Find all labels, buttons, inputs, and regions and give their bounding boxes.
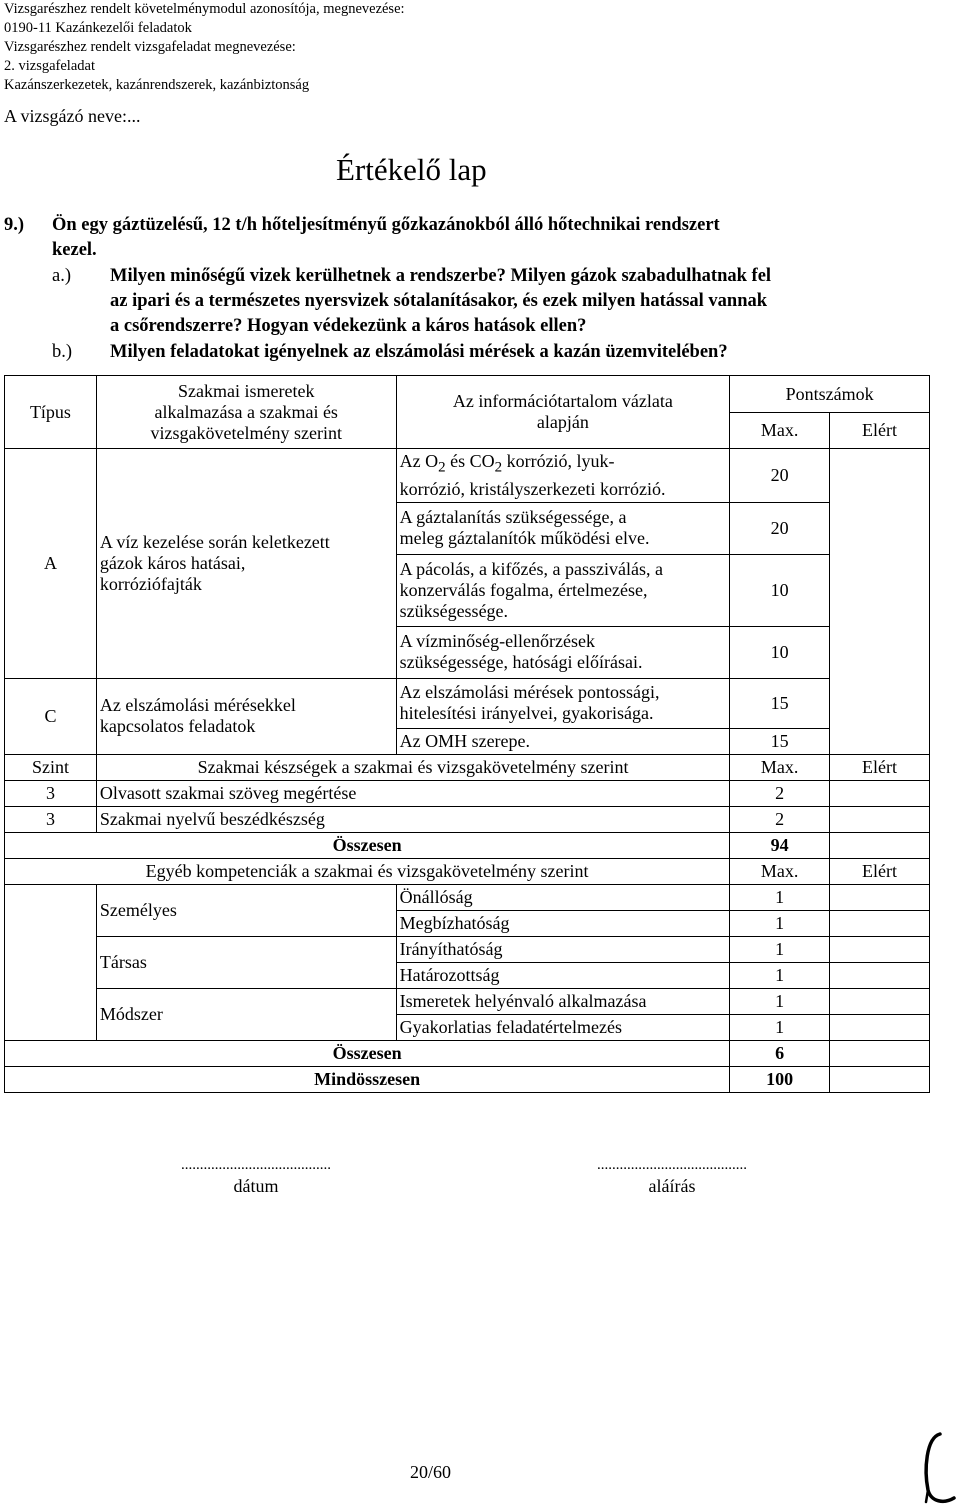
max-cell: 1 [730, 988, 830, 1014]
header-elert: Elért [830, 413, 930, 449]
achieved-cell [830, 1040, 930, 1066]
header-skills-line: Szakmai ismeretek [178, 380, 315, 401]
subscript: 2 [494, 459, 503, 476]
handwritten-mark-icon [918, 1430, 958, 1506]
header-line: 0190-11 Kazánkezelői feladatok [4, 20, 192, 36]
header-skills [96, 376, 396, 449]
topic-line: korróziófajták [99, 573, 202, 594]
max-cell: 20 [730, 449, 830, 503]
subtotal-label: Összesen [5, 832, 730, 858]
evaluation-table [4, 375, 930, 1093]
header-line: 2. vizsgafeladat [4, 58, 95, 74]
achieved-cell [830, 910, 930, 936]
header-points: Pontszámok [730, 376, 930, 413]
competency-cell: Ismeretek helyénvaló alkalmazása [396, 988, 730, 1014]
max-cell: 15 [730, 728, 830, 754]
competency-cell: Megbízhatóság [396, 910, 730, 936]
topic-cell [96, 678, 396, 754]
info-text: A gáztalanítás szükségessége, a [399, 507, 627, 528]
info-cell: Az OMH szerepe. [396, 728, 730, 754]
achieved-cell [830, 780, 930, 806]
achieved-cell [830, 962, 930, 988]
level-cell: 3 [5, 780, 97, 806]
competency-cell: Gyakorlatias feladatértelmezés [396, 1014, 730, 1040]
achieved-cell [830, 832, 930, 858]
info-cell [396, 449, 730, 503]
competency-cell: Határozottság [396, 962, 730, 988]
skills-header-row [5, 754, 930, 780]
info-cell [396, 626, 730, 678]
total-label: Mindösszesen [5, 1066, 730, 1092]
elert-header: Elért [830, 754, 930, 780]
total-value: 100 [730, 1066, 830, 1092]
candidate-name-label: A vizsgázó neve:... [4, 106, 141, 126]
subquestion-a-text: Milyen minőségű vizek kerülhetnek a rendszerbe? Milyen gázok szabadulhatnak fel [110, 266, 772, 286]
header-info-line: Az információtartalom vázlata [452, 391, 673, 411]
info-text: és CO [445, 451, 495, 471]
level-header: Szint [5, 754, 97, 780]
max-header: Max. [730, 858, 830, 884]
info-cell [396, 502, 730, 554]
max-cell: 10 [730, 626, 830, 678]
max-cell: 1 [730, 910, 830, 936]
level-cell: 3 [5, 806, 97, 832]
max-cell: 1 [730, 1014, 830, 1040]
max-cell: 2 [730, 806, 830, 832]
topic-line: kapcsolatos feladatok [99, 716, 256, 737]
subquestion-a-marker: a.) [52, 266, 71, 286]
info-text: konzerválás fogalma, értelmezése, [399, 579, 648, 600]
subquestion-a-text: az ipari és a természetes nyersvizek sótalanításakor, és ezek milyen hatással vannak [110, 291, 768, 311]
header-info [396, 376, 730, 449]
achieved-cell [830, 1066, 930, 1092]
header-info-line: alapján [536, 412, 589, 432]
topic-line: Az elszámolási mérésekkel [99, 695, 296, 716]
date-label: dátum [233, 1176, 279, 1196]
info-text: szükségessége, hatósági előírásai. [399, 652, 643, 673]
header-line: Vizsgarészhez rendelt vizsgafeladat megnevezése: [4, 39, 296, 55]
info-text: szükségessége. [399, 600, 509, 621]
date-signature-block [118, 1157, 394, 1197]
document-header [4, 0, 405, 95]
achieved-cell [830, 936, 930, 962]
header-max: Max. [730, 413, 830, 449]
elert-header: Elért [830, 858, 930, 884]
type-cell: C [5, 678, 97, 754]
subtotal-row [5, 832, 930, 858]
question-text: Ön egy gáztüzelésű, 12 t/h hőteljesítményű gőzkazánokból álló hőtechnikai rendszert [52, 215, 720, 235]
info-cell [396, 554, 730, 626]
subtotal-row [5, 1040, 930, 1066]
competency-group: Személyes [96, 884, 396, 936]
skill-cell: Szakmai nyelvű beszédkészség [96, 806, 729, 832]
header-skills-line: vizsgakövetelmény szerint [150, 422, 342, 443]
achieved-cell [830, 1014, 930, 1040]
subtotal-value: 94 [730, 832, 830, 858]
signature-label: aláírás [648, 1176, 696, 1196]
achieved-cell [830, 988, 930, 1014]
achieved-cell [830, 884, 930, 910]
topic-line: A víz kezelése során keletkezett [99, 531, 330, 552]
header-skills-line: alkalmazása a szakmai és [154, 401, 338, 422]
competency-group: Módszer [96, 988, 396, 1040]
header-line: Kazánszerkezetek, kazánrendszerek, kazánbiztonság [4, 77, 310, 93]
competencies-header: Egyéb kompetenciák a szakmai és vizsgakövetelmény szerint [5, 858, 730, 884]
page-number: 20/60 [410, 1462, 452, 1482]
subtotal-label: Összesen [5, 1040, 730, 1066]
info-text: Az elszámolási mérések pontossági, [399, 682, 660, 703]
subscript: 2 [438, 459, 446, 476]
info-text: A vízminőség-ellenőrzések [399, 631, 596, 652]
competencies-header-row [5, 858, 930, 884]
info-text: meleg gáztalanítók működési elve. [399, 528, 650, 549]
max-cell: 1 [730, 884, 830, 910]
info-text: A pácolás, a kifőzés, a passziválás, a [399, 558, 663, 579]
topic-cell [96, 449, 396, 679]
subquestion-a-text: a csőrendszerre? Hogyan védekezünk a káros hatások ellen? [110, 316, 587, 336]
max-cell: 10 [730, 554, 830, 626]
blank-cell [5, 884, 97, 1040]
skill-cell: Olvasott szakmai szöveg megértése [96, 780, 729, 806]
info-cell [396, 678, 730, 728]
table-header-row [5, 376, 930, 413]
date-dots: ........................................ [181, 1157, 331, 1173]
max-cell: 2 [730, 780, 830, 806]
max-cell: 20 [730, 502, 830, 554]
info-text: korrózió, lyuk- [502, 451, 615, 471]
page-title: Értékelő lap [336, 152, 487, 187]
max-cell: 15 [730, 678, 830, 728]
table-row [5, 780, 930, 806]
table-row [5, 449, 930, 503]
achieved-cell [830, 806, 930, 832]
signature-dots: ........................................ [597, 1157, 747, 1173]
table-row [5, 936, 930, 962]
max-cell: 1 [730, 962, 830, 988]
table-row [5, 988, 930, 1014]
total-row [5, 1066, 930, 1092]
question-number: 9.) [4, 215, 25, 235]
achieved-cell [830, 449, 930, 755]
subtotal-value: 6 [730, 1040, 830, 1066]
info-text: hitelesítési irányelvei, gyakorisága. [399, 703, 654, 724]
type-cell: A [5, 449, 97, 679]
table-row [5, 678, 930, 728]
question-text: kezel. [52, 240, 97, 260]
header-type: Típus [5, 376, 97, 449]
signature-block [534, 1157, 810, 1197]
competency-group: Társas [96, 936, 396, 988]
skills-header: Szakmai készségek a szakmai és vizsgakövetelmény szerint [96, 754, 729, 780]
subquestion-b-text: Milyen feladatokat igényelnek az elszámolási mérések a kazán üzemvitelében? [110, 342, 728, 362]
max-cell: 1 [730, 936, 830, 962]
competency-cell: Önállóság [396, 884, 730, 910]
info-text: Az O [399, 451, 439, 471]
header-line: Vizsgarészhez rendelt követelménymodul azonosítója, megnevezése: [4, 1, 405, 17]
competency-cell: Irányíthatóság [396, 936, 730, 962]
topic-line: gázok káros hatásai, [99, 552, 246, 573]
table-row [5, 884, 930, 910]
info-text: korrózió, kristályszerkezeti korrózió. [399, 478, 666, 499]
subquestion-b-marker: b.) [52, 342, 73, 362]
table-row [5, 806, 930, 832]
max-header: Max. [730, 754, 830, 780]
